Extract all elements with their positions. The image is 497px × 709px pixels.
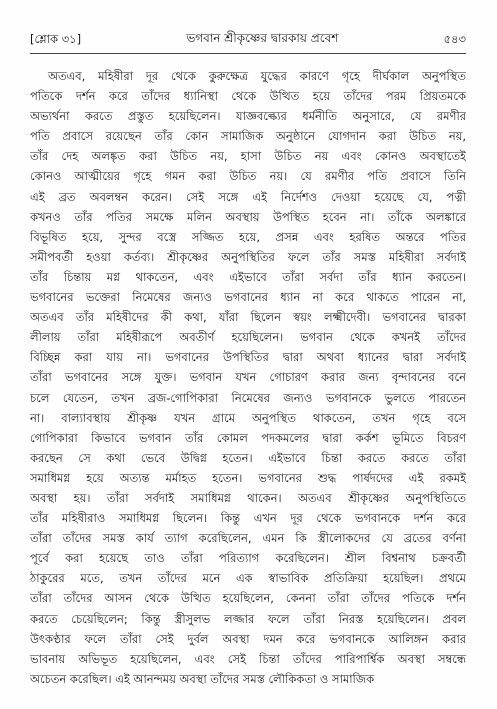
text-line: অতএব তাঁর মহিষীদের কী কথা, যাঁরা ছিলেন স্বয়ং লক্ষ্মীদেবী। ভগবানের দ্বারকা	[30, 310, 466, 325]
text-line: তাঁরা তাঁদের সমস্ত কার্য ত্যাগ করেছিলেন, এমন কি স্ত্রীলোকদের যে ব্রতের বর্ণনা	[30, 531, 466, 546]
text-line: পতি প্রবাসে রয়েছেন তাঁর কোন সামাজিক অনুষ্ঠানে যোগদান করা উচিত নয়,	[30, 129, 466, 144]
text-line: কখনও তাঁর পতির সমক্ষে মলিন অবস্থায় উপস্থিত হবেন না। তাঁকে অলঙ্কারে	[30, 209, 466, 224]
text-line: গোপিকারা কিভাবে ভগবান তাঁর কোমল পদকমলের দ্বারা কর্কশ ভূমিতে বিচরণ	[30, 430, 466, 445]
text-line: তাঁরা ভগবানের সঙ্গে যুক্ত। ভগবান যখন গোচারণ করার জন্য বৃন্দাবনের বনে	[30, 370, 466, 385]
text-line: তাঁরা তাঁদের আসন থেকে উত্থিত হয়েছিলেন, কেননা তাঁরা তাঁদের পতিকে দর্শন	[30, 591, 466, 606]
purport-paragraph	[30, 66, 466, 689]
text-line: অচেতন করেছিল। এই আনন্দময় অবস্থা তাঁদের সমস্ত লৌকিকতা ও সামাজিক	[30, 671, 375, 686]
text-line: এই ব্রত অবলম্বন করেন। সেই সঙ্গে এই নির্দেশও দেওয়া হয়েছে যে, পত্নী	[30, 189, 466, 204]
text-line: পতিকে দর্শন করে তাঁদের ধ্যানিস্থা থেকে উত্থিত হয়ে তাঁদের পরম প্রিয়তমকে	[30, 89, 466, 104]
text-line: তাঁর চিন্তায় মগ্ন থাকতেন, এবং এইভাবে তাঁরা সর্বদা তাঁর ধ্যান করতেন।	[30, 269, 466, 284]
text-line: সমীপবর্তী হওয়া কর্তব্য। শ্রীকৃষ্ণের অনুপস্থিতির ফলে তাঁর সমস্ত মহিষীরা সর্বদাই	[30, 249, 466, 264]
header-rule	[30, 53, 466, 54]
text-line: বিভূষিত হয়ে, সুন্দর বস্ত্রে সজ্জিত হয়ে, প্রসন্ন এবং হরষিত অন্তরে পতির	[30, 229, 466, 244]
text-line: তাঁর মহিষীরাও সমাধিমগ্ন ছিলেন। কিন্তু এখন দূর থেকে ভগবানকে দর্শন করে	[30, 511, 466, 526]
text-line: পূর্বে করা হয়েছে তাও তাঁরা পরিত্যাগ করেছিলেন। শ্রীল বিশ্বনাথ চক্রবর্তী	[30, 551, 466, 566]
text-line: না। বাল্যাবস্থায় শ্রীকৃষ্ণ যখন গ্রামে অনুপস্থিত থাকতেন, তখন গৃহে বসে	[30, 410, 466, 425]
running-head	[30, 29, 466, 51]
text-line: করছেন সে কথা ভেবে উদ্বিগ্ন হতেন। এইভাবে চিন্তা করতে করতে তাঁরা	[30, 450, 466, 465]
text-line: তাঁর দেহ অলঙ্কৃত করা উচিত নয়, হাসা উচিত নয় এবং কোনও অবস্থাতেই	[30, 149, 466, 164]
verse-reference: [শ্লোক ৩১]	[30, 31, 82, 46]
text-line: বিচ্ছিন্ন করা যায় না। ভগবানের উপস্থিতির দ্বারা অথবা ধ্যানের দ্বারা সর্বদাই	[30, 350, 466, 365]
page-number: ৫৪৩	[443, 31, 466, 46]
text-line: অবস্থা হয়। তাঁরা সর্বদাই সমাধিমগ্ন থাকেন। অতএব শ্রীকৃষ্ণের অনুপস্থিতিতে	[30, 490, 466, 505]
text-line: ভগবানের ভক্তেরা নিমেষের জন্যও ভগবানের ধ্যান না করে থাকতে পারেন না,	[30, 290, 466, 305]
text-line: উৎকণ্ঠার ফলে তাঁরা সেই দুর্বল অবস্থা দমন করে ভগবানকে আলিঙ্গন করার	[30, 631, 466, 646]
text-line: ঠাকুরের মতে, তখন তাঁদের মনে এক স্বাভাবিক প্রতিক্রিয়া হয়েছিল। প্রথমে	[30, 571, 466, 586]
text-line: সমাধিমগ্ন হয়ে অত্যন্ত মর্মাহত হতেন। ভগবানের শুদ্ধ পার্ষদদের এই রকমই	[30, 470, 466, 485]
text-line: ভাবনায় অভিভূত হয়েছিলেন, এবং সেই চিন্তা তাঁদের পারিপার্শ্বিক অবস্থা সম্বন্ধে	[30, 651, 466, 666]
text-line: করতে চেয়েছিলেন; কিন্তু স্ত্রীসুলভ লজ্জার ফলে তাঁরা নিরস্ত হয়েছিলেন। প্রবল	[30, 611, 466, 626]
text-line: চলে যেতেন, তখন ব্রজ-গোপিকারা নিমেষের জন্যও ভগবানকে ভুলতে পারতেন	[30, 390, 466, 405]
text-line: লীলায় তাঁরা মহিষীরূপে অবতীর্ণ হয়েছিলেন। ভগবান থেকে কখনই তাঁদের	[30, 330, 466, 345]
chapter-title: ভগবান শ্রীকৃষ্ণের দ্বারকায় প্রবেশ	[186, 31, 339, 45]
text-line: অভ্যর্থনা করতে প্রস্তুত হয়েছিলেন। যাজ্ঞবল্ক্যের ধর্মনীতি অনুসারে, যে রমণীর	[30, 109, 466, 124]
text-line: কোনও আত্মীয়ের গৃহে গমন করা উচিত নয়। যে রমণীর পতি প্রবাসে তিনি	[30, 169, 466, 184]
text-line: অতএব, মহিষীরা দূর থেকে কুরুক্ষেত্র যুদ্ধের কারণে গৃহে দীর্ঘকাল অনুপস্থিত	[48, 69, 466, 83]
